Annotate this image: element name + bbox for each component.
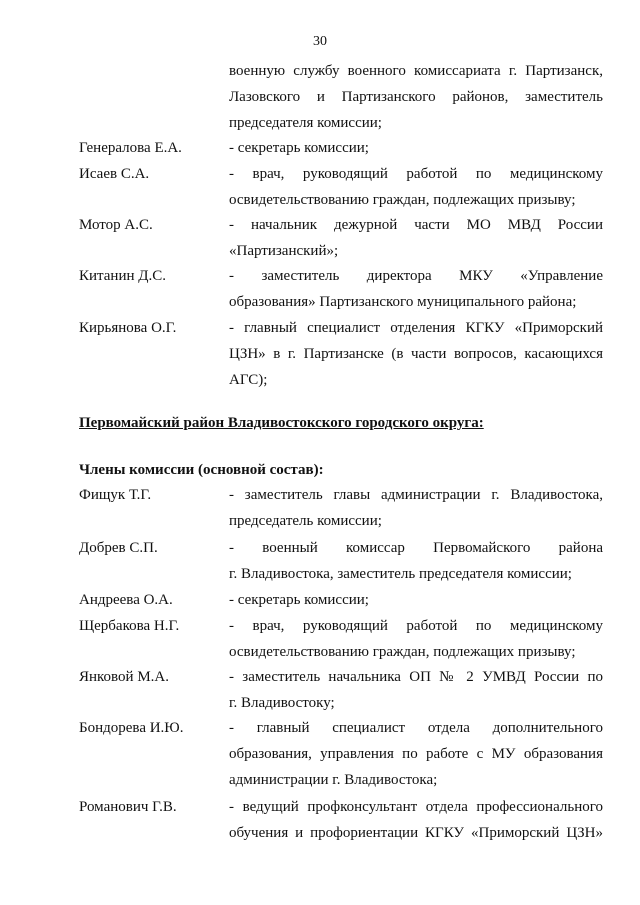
- member-name: Янковой М.А.: [79, 669, 169, 685]
- text-line: обучения и профориентации КГКУ «Приморский ЦЗН»: [229, 825, 603, 841]
- member-name: Бондорева И.Ю.: [79, 720, 184, 736]
- text-line: - начальник дежурной части МО МВД России: [229, 217, 603, 233]
- text-line: председателя комиссии;: [229, 115, 382, 131]
- member-role: [229, 161, 603, 213]
- section-heading: Первомайский район Владивостокского городского округа:: [79, 415, 484, 431]
- text-line: Лазовского и Партизанского районов, заместитель: [229, 89, 603, 105]
- member-role: [229, 482, 603, 534]
- text-line: образования, управления по работе с МУ образования: [229, 746, 603, 762]
- text-line: - главный специалист отделения КГКУ «Приморский: [229, 320, 603, 336]
- member-name: Добрев С.П.: [79, 540, 158, 556]
- page-number: 30: [313, 34, 327, 49]
- member-name: Фищук Т.Г.: [79, 487, 152, 503]
- member-name: Кирьянова О.Г.: [79, 320, 177, 336]
- member-role: [229, 613, 603, 665]
- text-line: председатель комиссии;: [229, 513, 382, 529]
- member-role: [229, 794, 603, 846]
- continuation-text: [229, 58, 603, 136]
- text-line: АГС);: [229, 372, 268, 388]
- text-line: - главный специалист отдела дополнительного: [229, 720, 603, 736]
- member-role: [229, 135, 603, 161]
- member-name: Китанин Д.С.: [79, 268, 166, 284]
- text-line: образования» Партизанского муниципального района;: [229, 294, 577, 310]
- text-line: - военный комиссар Первомайского района: [229, 540, 603, 556]
- member-role: [229, 212, 603, 264]
- member-name: Андреева О.А.: [79, 592, 173, 608]
- text-line: - заместитель главы администрации г. Владивостока,: [229, 487, 603, 503]
- text-line: г. Владивостоку;: [229, 695, 335, 711]
- member-role: [229, 535, 603, 587]
- sub-heading: Члены комиссии (основной состав):: [79, 462, 324, 478]
- text-line: - секретарь комиссии;: [229, 592, 369, 608]
- member-role: [229, 664, 603, 716]
- member-role: [229, 315, 603, 393]
- text-line: - врач, руководящий работой по медицинскому: [229, 618, 603, 634]
- member-name: Мотор А.С.: [79, 217, 153, 233]
- text-line: освидетельствованию граждан, подлежащих призыву;: [229, 644, 576, 660]
- text-line: освидетельствованию граждан, подлежащих призыву;: [229, 192, 576, 208]
- member-role: [229, 715, 603, 793]
- text-line: военную службу военного комиссариата г. Партизанск,: [229, 63, 603, 79]
- text-line: - заместитель директора МКУ «Управление: [229, 268, 603, 284]
- text-line: администрации г. Владивостока;: [229, 772, 438, 788]
- text-line: - врач, руководящий работой по медицинскому: [229, 166, 603, 182]
- text-line: ЦЗН» в г. Партизанске (в части вопросов, касающихся: [229, 346, 603, 362]
- text-line: - заместитель начальника ОП № 2 УМВД России по: [229, 669, 603, 685]
- member-role: [229, 263, 603, 315]
- member-name: Щербакова Н.Г.: [79, 618, 180, 634]
- member-name: Генералова Е.А.: [79, 140, 182, 156]
- member-name: Исаев С.А.: [79, 166, 150, 182]
- member-role: [229, 587, 603, 613]
- member-name: Романович Г.В.: [79, 799, 177, 815]
- text-line: «Партизанский»;: [229, 243, 339, 259]
- text-line: г. Владивостока, заместитель председателя комиссии;: [229, 566, 572, 582]
- text-line: - секретарь комиссии;: [229, 140, 369, 156]
- text-line: - ведущий профконсультант отдела профессионального: [229, 799, 603, 815]
